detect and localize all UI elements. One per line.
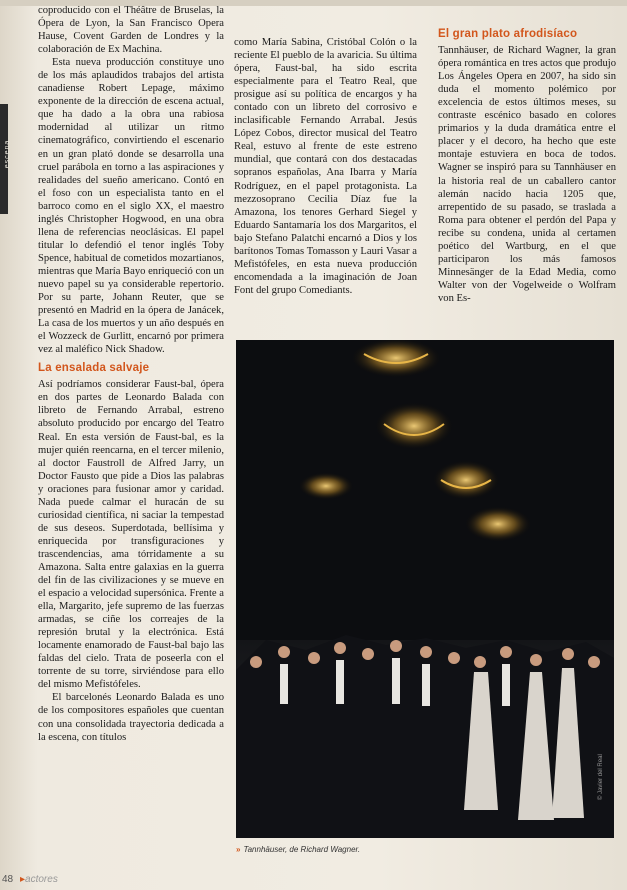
col2-paragraph-1: como María Sabina, Cristóbal Colón o la reciente El pueblo de la avaricia. Su última ópera, Faust-bal, ha sido escrita especialmente para el Teatro Real, que prosigue así su política de encargos y ha contado con un libreto del corrosivo e inclasificable Fernando Arrabal. Jesús López Cobos, director musical del Teatro Real, estuvo al frente de este estreno mundial, que contará con dos destacadas sopranos españolas, Ana Ibarra y María Rodríguez, en el papel protagonista. La mezzosoprano Cecilia Díaz fue la Amazona, los tenores Gerhard Siegel y Eduardo Santamaría los dos Margaritos, el bajo Stefano Palatchi encarnó a Dios y los barítonos Tomas Tomasson y Lauri Vasar a Mefistófeles, en esta nueva producción encomendada a la imaginación de Joan Font del grupo Comediants. [234,37,417,296]
article-column-2 [234,36,417,297]
col1-paragraph-1: coproducido con el Théâtre de Bruselas, la Ópera de Lyon, la San Francisco Opera Hause, Covent Garden de Londres y la colaboración de Ex Machina. [38,5,224,56]
chandelier-4 [298,472,354,500]
opera-stage-photo [236,340,614,838]
caption-arrow-icon: » [236,845,241,854]
chandelier-2 [374,402,454,450]
col1-paragraph-4: El barcelonés Leonardo Balada es uno de los compositores españoles que cuentan con una consolidada trayectoria dedicada a la escena, con títulos [38,692,224,743]
page-number: 48 [2,874,14,885]
chandelier-5 [464,506,532,542]
photo-credit: © Javier del Real [598,754,604,800]
article-column-3 [438,28,616,305]
col1-paragraph-2: Esta nueva producción constituye uno de los más aplaudidos trabajos del artista canadiense Robert Lepage, máximo exponente de la dirección de escena actual, que ha dado a la obra una rabiosa modernidad al utilizar un ritmo cinematográfico, convirtiendo el escenario en un gran plató donde se desarrolla una cruel parábola en torno a las aspiraciones y realidades del sueño americano. Contó en el foso con un especialista tanto en el barroco como en el siglo XX, el maestro inglés Christopher Hogwood, en una obra llena de referencias neoclásicas. El papel titular lo defendió el tenor inglés Toby Spence, habitual de cometidos mozartianos, mientras que María Bayo enriqueció con un nuevo papel su ya considerable repertorio. Por su parte, Johann Reuter, que se presentó en Madrid en la ópera de Janácek, La casa de los muertos y un año después en el Wozzeck de Gurlitt, encarnó por primera vez al maléfico Nick Shadow. [38,57,224,356]
logo-mark-icon: ▸ [20,874,26,885]
col1-paragraph-3: Así podríamos considerar Faust-bal, ópera en dos partes de Leonardo Balada con libreto de Fernando Arrabal, estreno absoluto producido por encargo del Teatro Real. En esta versión de Faust-bal, es la mujer quién reencarna, en el tercer milenio, al doctor Faustroll de Alfred Jarry, un Doctor Fausto que pide a Dios las palabras y oraciones para fusionar amor y caridad. Nada puede calmar el huracán de su curiosidad científica, ni saciar la tempestad de sus deseos. Superdotada, bellísima y enriquecida por transfiguraciones y trascendencias, ama tórridamente a su Amazona. Salta entre galaxias en la guerra del fin de las civilizaciones y se mueve en el espacio a velocidad supersónica. Frente a ella, Margarito, jefe supremo de las fuerzas armadas, se ciñe los correajes de la represión brutal y la electrónica. Está locamente enamorado de Faust-bal bajo las faldas del cielo. Trata de poseerla con el torrente de su torre, sirviéndose para ello del mismo Mefistófeles. [38,379,224,691]
logo-text: actores [25,874,58,885]
photo-caption [236,845,614,854]
article-column-1 [38,4,224,744]
section-heading-ensalada: La ensalada salvaje [38,362,150,375]
section-heading-afrodisiaco: El gran plato afrodisíaco [438,28,578,40]
caption-text: Tannhäuser, de Richard Wagner. [243,845,361,854]
chandelier-3 [432,460,500,500]
col3-paragraph-1: Tannhäuser, de Richard Wagner, la gran ópera romántica en tres actos que produjo Los Ángeles Opera en 2007, ha sido sin duda el momento polémico por excelencia de estos últimos meses, su contraste escénico basado en colores primarios y la duda dramática entre el placer y el decoro, ha hecho que este montaje estuviera en boca de todos. Wagner se inspiró para su Tannhäuser en la historia real de un caballero cantor alemán nacido hacia 1205 que, arrepentido de su pasado, se traslada a Roma para obtener el perdón del Papa y recibe su condena, unida al certamen poético del Wartburg, en el que participaron los más famosos Minnesänger de la Edad Media, como Walter von der Vogelweide o Wolfram von Es- [438,45,616,304]
section-side-tab-label: escena [4,139,11,169]
magazine-logo [20,874,58,885]
page-footer [0,872,627,890]
stage-scene-illustration [236,340,614,838]
